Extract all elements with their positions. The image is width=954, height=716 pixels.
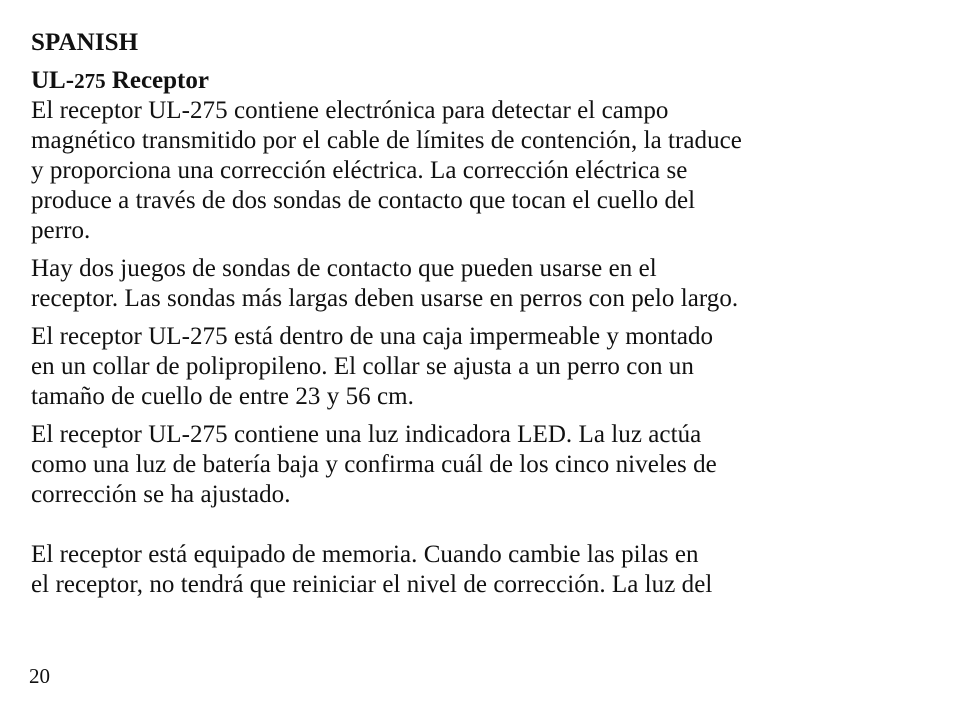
paragraph-contact-probes bbox=[31, 254, 931, 314]
page-number: 20 bbox=[29, 664, 50, 688]
paragraph-memory bbox=[31, 540, 931, 600]
text-line: El receptor UL-275 contiene electrónica para detectar el campo bbox=[31, 97, 669, 124]
text-line: El receptor está equipado de memoria. Cuando cambie las pilas en bbox=[31, 541, 699, 568]
text-line: produce a través de dos sondas de contacto que tocan el cuello del bbox=[31, 187, 696, 214]
text-line: tamaño de cuello de entre 23 y 56 cm. bbox=[31, 383, 414, 410]
section-label: SPANISH bbox=[31, 29, 139, 56]
text-line: y proporciona una corrección eléctrica. La corrección eléctrica se bbox=[31, 157, 688, 184]
heading-model-number: 275 bbox=[74, 69, 106, 93]
text-line: magnético transmitido por el cable de límites de contención, la traduce bbox=[31, 127, 742, 154]
text-line: en un collar de polipropileno. El collar se ajusta a un perro con un bbox=[31, 353, 694, 380]
text-line: El receptor UL-275 está dentro de una caja impermeable y montado bbox=[31, 323, 714, 350]
text-line: perro. bbox=[31, 217, 91, 244]
text-line: receptor. Las sondas más largas deben usarse en perros con pelo largo. bbox=[31, 285, 739, 312]
paragraph-receiver-description bbox=[31, 96, 931, 246]
text-line: Hay dos juegos de sondas de contacto que pueden usarse en el bbox=[31, 255, 657, 282]
text-line: El receptor UL-275 contiene una luz indicadora LED. La luz actúa bbox=[31, 421, 702, 448]
document-page bbox=[31, 28, 931, 608]
paragraph-waterproof-collar bbox=[31, 322, 931, 412]
text-line: como una luz de batería baja y confirma cuál de los cinco niveles de bbox=[31, 451, 717, 478]
heading-prefix: UL- bbox=[31, 67, 75, 94]
text-line: corrección se ha ajustado. bbox=[31, 481, 291, 508]
paragraph-led-indicator bbox=[31, 420, 931, 510]
text-line: el receptor, no tendrá que reiniciar el nivel de corrección. La luz del bbox=[31, 571, 713, 598]
page-heading bbox=[31, 66, 931, 96]
heading-suffix: Receptor bbox=[105, 67, 209, 94]
